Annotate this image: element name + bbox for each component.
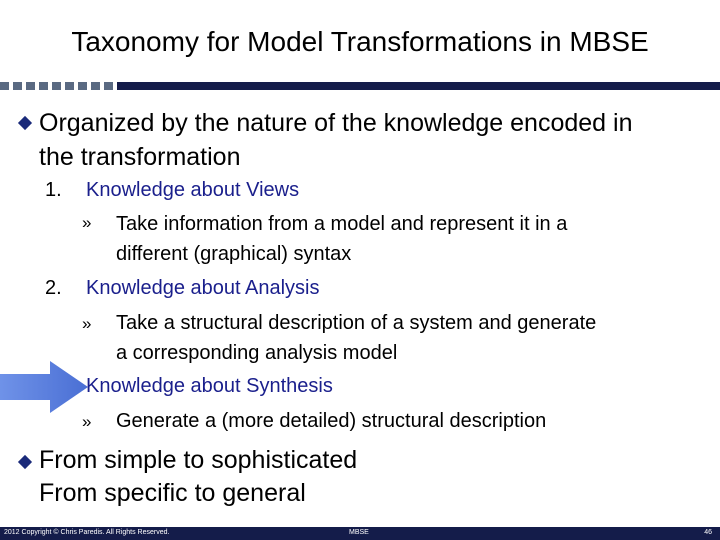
item-2-marker: » [82, 314, 92, 333]
bullet-2-line-1: From simple to sophisticated [39, 446, 358, 474]
footer-center: MBSE [349, 529, 369, 536]
item-1-detail-line-1: Take information from a model and represent it in a [116, 213, 568, 235]
bullet-2-line-2: From specific to general [39, 479, 306, 507]
rule-bar [117, 82, 720, 90]
diamond-bullet-icon [18, 116, 32, 130]
bullet-1-line-2: the transformation [39, 143, 241, 171]
footer-copyright: 2012 Copyright © Chris Paredis. All Rights Reserved. [4, 529, 170, 536]
rule-dots [0, 82, 115, 90]
title-rule [0, 82, 720, 90]
item-2-number: 2. [45, 277, 62, 299]
item-3-detail-line-1: Generate a (more detailed) structural description [116, 410, 547, 432]
slide-title: Taxonomy for Model Transformations in MBSE [71, 26, 649, 57]
right-arrow-icon [0, 360, 90, 414]
item-1-detail-line-2: different (graphical) syntax [116, 243, 352, 265]
item-1-marker: » [82, 213, 92, 232]
footer-page-number: 46 [704, 529, 712, 536]
item-2-detail-line-1: Take a structural description of a system and generate [116, 312, 597, 334]
item-1-label: Knowledge about Views [86, 179, 300, 201]
item-3-marker: » [82, 412, 92, 431]
item-2-label: Knowledge about Analysis [86, 277, 320, 299]
diamond-bullet-icon [18, 455, 32, 469]
bullet-1-line-1: Organized by the nature of the knowledge encoded in [39, 109, 633, 137]
item-3-label: Knowledge about Synthesis [86, 375, 333, 397]
item-2-detail-line-2: a corresponding analysis model [116, 342, 398, 364]
slide-footer [0, 527, 720, 540]
item-1-number: 1. [45, 179, 62, 201]
